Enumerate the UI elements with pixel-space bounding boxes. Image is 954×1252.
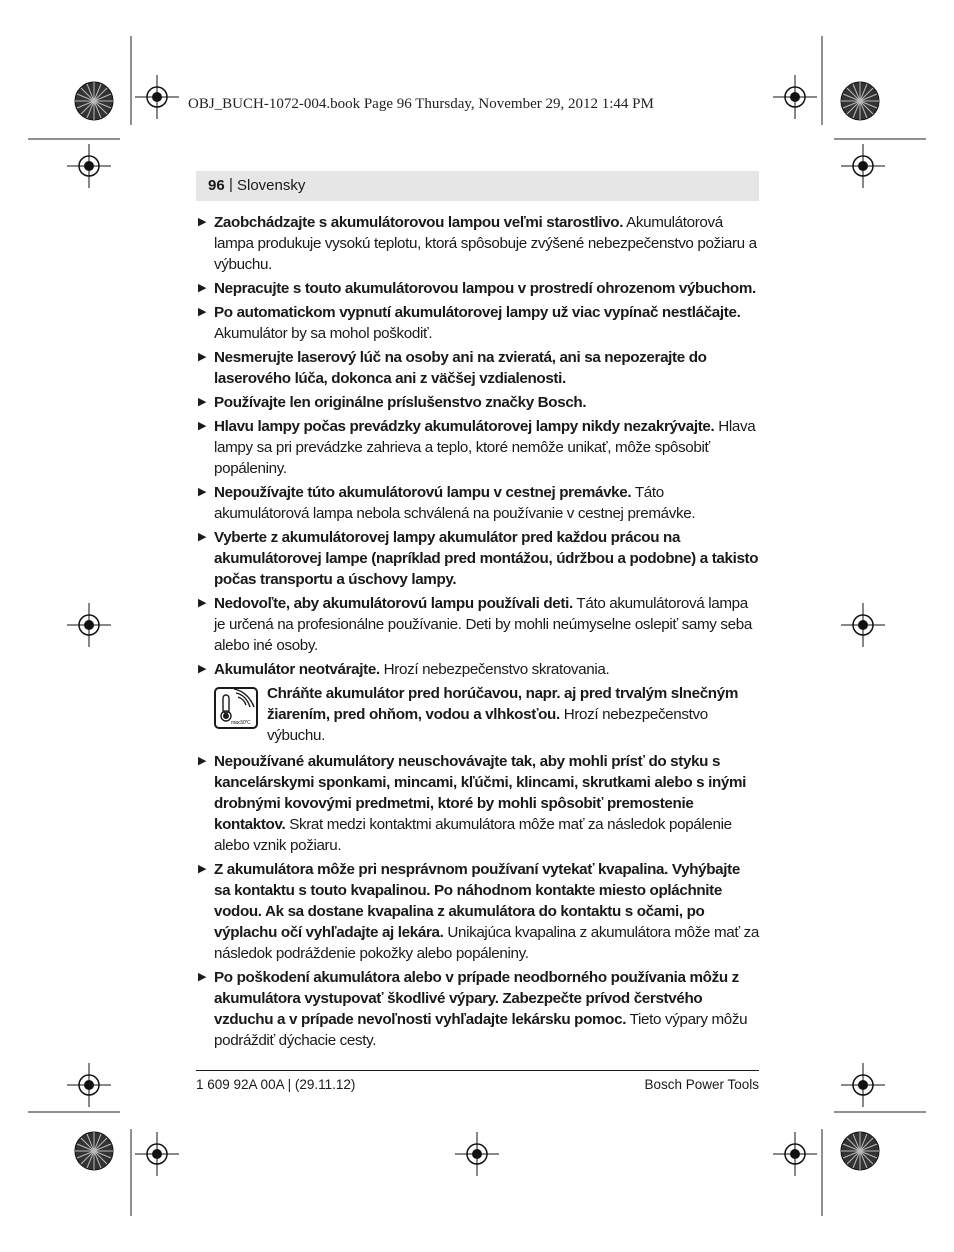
- item-text: Táto akumulátorová lampa nebola schválená na používanie v cestnej premávke.: [214, 484, 696, 522]
- page-header: [196, 171, 759, 201]
- bullet-icon: ▶: [198, 531, 207, 543]
- list-item: [196, 278, 759, 299]
- bullet-icon: ▶: [198, 306, 207, 318]
- item-text: Táto akumulátorová lampa je určená na profesionálne používanie. Deti by mohli neúmyselne oslepiť samy seba alebo iné osoby.: [214, 595, 752, 654]
- item-bold: Nedovoľte, aby akumulátorovú lampu používali deti.: [214, 595, 573, 612]
- list-item: [196, 967, 759, 1051]
- print-header: OBJ_BUCH-1072-004.book Page 96 Thursday, November 29, 2012 1:44 PM: [188, 96, 654, 112]
- item-bold: Nepoužívajte túto akumulátorovú lampu v cestnej premávke.: [214, 484, 632, 501]
- item-text: Skrat medzi kontaktmi akumulátora môže mať za následok popálenie alebo vznik požiaru.: [214, 816, 732, 854]
- item-text: Unikajúca kvapalina z akumulátora môže mať za následok podráždenie pokožky alebo popáleniny.: [214, 924, 759, 962]
- list-item: [196, 347, 759, 389]
- list-item: [196, 212, 759, 275]
- heat-warning-bold: Chráňte akumulátor pred horúčavou, napr. aj pred trvalým slnečným žiarením, pred ohňom, vodou a vlhkosťou.: [267, 685, 738, 723]
- heat-warning-text: Hrozí nebezpečenstvo výbuchu.: [267, 706, 708, 744]
- item-text: Tieto výpary môžu podráždiť dýchacie cesty.: [214, 1011, 748, 1049]
- page-footer: [196, 1070, 759, 1092]
- list-item: [196, 527, 759, 590]
- bullet-icon: ▶: [198, 216, 207, 228]
- list-item: [196, 659, 759, 680]
- item-bold: Po poškodení akumulátora alebo v prípade neodborného používania môžu z akumulátora vystupovať škodlivé výpary. Zabezpečte prívod čerstvého vzduchu a v prípade nevoľnosti vyhľadajte lekársku pomoc.: [214, 969, 739, 1028]
- item-bold: Po automatickom vypnutí akumulátorovej lampy už viac vypínač nestláčajte.: [214, 304, 741, 321]
- list-item: [196, 392, 759, 413]
- bullet-icon: ▶: [198, 597, 207, 609]
- item-bold: Vyberte z akumulátorovej lampy akumulátor pred každou prácou na akumulátorovej lampe (napríklad pred montážou, údržbou a podobne) a takisto počas transportu a úschovy lampy.: [214, 529, 759, 588]
- item-bold: Nepoužívané akumulátory neuschovávajte tak, aby mohli prísť do styku s kancelárskymi sponkami, mincami, kľúčmi, klincami, skrutkami alebo s inými drobnými kovovými predmetmi, ktoré by mohli spôsobiť premostenie kontaktov.: [214, 753, 747, 833]
- bullet-icon: ▶: [198, 971, 207, 983]
- bullet-icon: ▶: [198, 282, 207, 294]
- item-bold: Hlavu lampy počas prevádzky akumulátorovej lampy nikdy nezakrývajte.: [214, 418, 715, 435]
- section-title: Slovensky: [237, 177, 306, 194]
- bullet-icon: ▶: [198, 420, 207, 432]
- bullet-icon: ▶: [198, 755, 207, 767]
- item-text: Hlava lampy sa pri prevádzke zahrieva a teplo, ktoré nemôže unikať, môže spôsobiť popáleniny.: [214, 418, 756, 477]
- heat-warning: [196, 683, 759, 746]
- header-separator: |: [229, 176, 233, 193]
- list-item: [196, 302, 759, 344]
- list-item: [196, 482, 759, 524]
- item-text: Hrozí nebezpečenstvo skratovania.: [379, 661, 610, 678]
- thermometer-sun-icon: [214, 687, 258, 729]
- item-bold: Používajte len originálne príslušenstvo značky Bosch.: [214, 394, 587, 411]
- page-number: 96: [208, 177, 225, 194]
- list-item: [196, 751, 759, 856]
- list-item: [196, 593, 759, 656]
- bullet-icon: ▶: [198, 351, 207, 363]
- item-bold: Akumulátor neotvárajte.: [214, 661, 380, 678]
- heat-icon-label: max.50°C: [231, 720, 251, 726]
- bullet-icon: ▶: [198, 396, 207, 408]
- bullet-icon: ▶: [198, 663, 207, 675]
- document-code: 1 609 92A 00A | (29.11.12): [196, 1077, 356, 1092]
- item-bold: Zaobchádzajte s akumulátorovou lampou veľmi starostlivo.: [214, 214, 624, 231]
- item-bold: Z akumulátora môže pri nesprávnom používaní vytekať kvapalina. Vyhýbajte sa kontaktu s touto kvapalinou. Po náhodnom kontakte miesto opláchnite vodou. Ak sa dostane kvapalina z akumulátora do kontaktu s očami, po výplachu očí vyhľadajte aj lekára.: [214, 861, 740, 941]
- list-item: [196, 859, 759, 964]
- list-item: [196, 416, 759, 479]
- brand-footer: Bosch Power Tools: [644, 1077, 759, 1092]
- item-bold: Nesmerujte laserový lúč na osoby ani na zvieratá, ani sa nepozerajte do laserového lúča, dokonca ani z väčšej vzdialenosti.: [214, 349, 707, 387]
- item-text: Akumulátor by sa mohol poškodiť.: [214, 325, 433, 342]
- item-bold: Nepracujte s touto akumulátorovou lampou v prostredí ohrozenom výbuchom.: [214, 280, 756, 297]
- bullet-icon: ▶: [198, 863, 207, 875]
- item-text: Akumulátorová lampa produkuje vysokú teplotu, ktorá spôsobuje zvýšené nebezpečenstvo požiaru a výbuchu.: [214, 214, 757, 273]
- bullet-icon: ▶: [198, 486, 207, 498]
- safety-instructions: [196, 212, 759, 1054]
